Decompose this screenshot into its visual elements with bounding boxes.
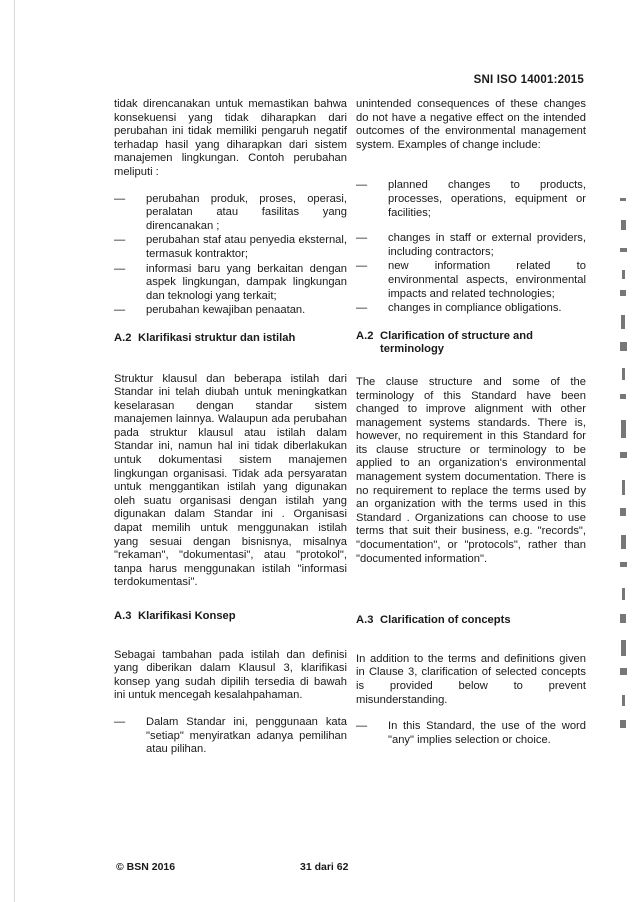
change-list bbox=[114, 193, 347, 318]
a3-paragraph: In addition to the terms and definitions given in Clause 3, clarification of selected concepts is provided below to prevent misunderstanding. bbox=[356, 652, 586, 706]
dash: — bbox=[114, 304, 126, 317]
dash: — bbox=[114, 234, 126, 247]
column-english bbox=[356, 98, 586, 761]
dash: — bbox=[356, 260, 368, 273]
dash: — bbox=[114, 715, 126, 728]
intro-paragraph: tidak direncanakan untuk memastikan bahwa konsekuensi yang tidak diharapkan dari perubahan ini tidak memiliki pengaruh negatif terhadap hasil yang diharapkan dari sistem manajemen lingkungan. Contoh perubahan meliputi : bbox=[114, 98, 347, 178]
section-heading-a2: A.2 Clarification of structure and terminology bbox=[356, 329, 533, 356]
list-item: — Dalam Standar ini, penggunaan kata "setiap" menyiratkan adanya pemilihan atau pilihan. bbox=[114, 715, 347, 756]
concept-list bbox=[356, 720, 586, 747]
list-item: — perubahan produk, proses, operasi, peralatan atau fasilitas yang direncanakan ; bbox=[114, 192, 347, 232]
page-edge bbox=[14, 0, 15, 902]
list-item: — informasi baru yang berkaitan dengan aspek lingkungan, dampak lingkungan dan teknologi yang terkait; bbox=[114, 262, 347, 302]
dash: — bbox=[114, 262, 126, 275]
dash: — bbox=[356, 179, 368, 192]
intro-paragraph: unintended consequences of these changes do not have a negative effect on the intended outcomes of the environmental management system. Examples of change include: bbox=[356, 98, 586, 151]
list-item: — perubahan kewajiban penaatan. bbox=[114, 304, 306, 317]
footer-copyright: © BSN 2016 bbox=[116, 861, 176, 873]
dash: — bbox=[356, 232, 368, 245]
list-item: — new information related to environmental aspects, environmental impacts and related technologies; bbox=[356, 260, 586, 300]
dash: — bbox=[356, 720, 368, 733]
list-item: — changes in staff or external providers, including contractors; bbox=[356, 232, 586, 258]
list-item: — perubahan staf atau penyedia eksternal, termasuk kontraktor; bbox=[114, 234, 347, 260]
list-item: — In this Standard, the use of the word "any" implies selection or choice. bbox=[356, 720, 586, 746]
a2-paragraph: Struktur klausul dan beberapa istilah dari Standar ini telah diubah untuk meningkatkan keselarasan dengan standar sistem manajemen lainnya. Walaupun ada perubahan pada struktur klausul atau istilah dalam Standar ini, namun hal ini tidak diberlakukan untuk dokumentasi sistem manajemen lingkungan organisasi. Tidak ada persyaratan untuk menggantikan istilah yang digunakan oleh suatu organisasi dengan istilah yang digunakan dalam Standar ini . Organisasi dapat memilih untuk menggunakan istilah yang sesuai dengan bisnisnya, misalnya "rekaman", "dokumentasi", atau "protokol", tanpa harus menggunakan istilah "informasi terdokumentasi". bbox=[114, 372, 347, 589]
section-heading-a3: A.3 Klarifikasi Konsep bbox=[114, 610, 236, 622]
list-item: — planned changes to products, processes, operations, equipment or facilities; bbox=[356, 179, 586, 219]
dash: — bbox=[114, 192, 126, 205]
a3-paragraph: Sebagai tambahan pada istilah dan definisi yang diberikan dalam Klausul 3, klarifikasi konsep yang sudah dipilih tersedia di bawah ini untuk mencegah kesalahpahaman. bbox=[114, 648, 347, 702]
a2-paragraph: The clause structure and some of the terminology of this Standard have been changed to improve alignment with other management systems standards. There is, however, no requirement in this Standard for its clause structure or terminology to be applied to an organization's environmental management system documentation. There is no requirement to replace the terms used by an organization with the terms used in this Standard . Organizations can choose to use terms that suit their business, e.g. "records", "documentation", or "protocols", rather than "documented information". bbox=[356, 375, 586, 565]
standard-code: SNI ISO 14001:2015 bbox=[473, 74, 584, 86]
footer-page-number: 31 dari 62 bbox=[300, 861, 349, 873]
column-indonesian bbox=[114, 98, 347, 771]
margin-scan-marks bbox=[608, 190, 636, 810]
list-item: — changes in compliance obligations. bbox=[356, 302, 562, 315]
scan-noise bbox=[620, 198, 627, 728]
change-list bbox=[356, 179, 586, 315]
section-heading-a2: A.2 Klarifikasi struktur dan istilah bbox=[114, 331, 296, 344]
concept-list bbox=[114, 716, 347, 757]
dash: — bbox=[356, 302, 368, 315]
section-heading-a3: A.3 Clarification of concepts bbox=[356, 614, 511, 627]
